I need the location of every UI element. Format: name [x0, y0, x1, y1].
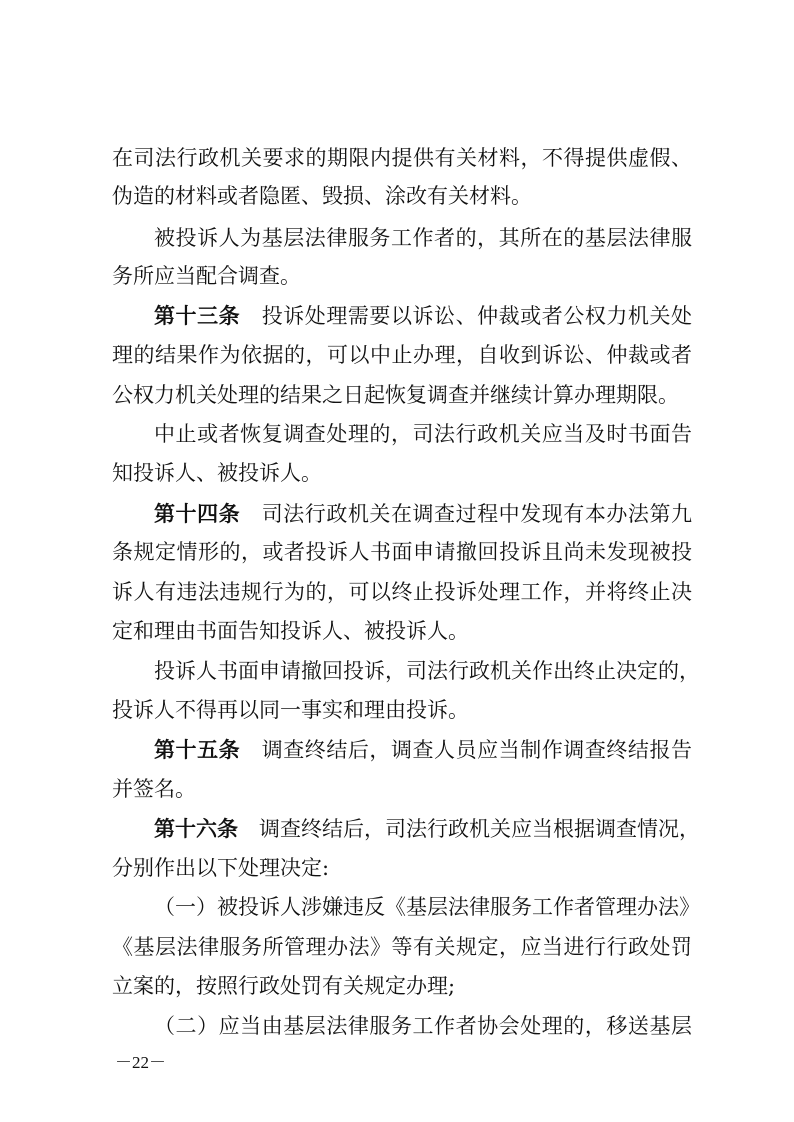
line-text: 在司法行政机关要求的期限内提供有关材料，不得提供虚假、 [112, 146, 692, 170]
line-text: 司法行政机关在调查过程中发现有本办法第九 [261, 502, 693, 526]
paragraph-first-line [154, 657, 700, 685]
paragraph-first-line [154, 420, 692, 448]
body-line-9 [112, 459, 692, 487]
article-number: 第十五条 [154, 737, 241, 762]
body-line-22 [112, 972, 692, 1000]
line-text: 投诉人不得再以同一事实和理由投诉。 [112, 698, 469, 722]
body-line-2 [112, 182, 692, 210]
paragraph-first-line [154, 224, 692, 252]
body-line-4 [112, 262, 692, 290]
article-number: 第十四条 [154, 501, 241, 526]
list-item-1-line [154, 893, 700, 921]
line-text: 务所应当配合调查。 [112, 264, 301, 288]
line-text: 分别作出以下处理决定: [112, 856, 330, 880]
line-text: 伪造的材料或者隐匿、毁损、涂改有关材料。 [112, 184, 532, 208]
line-text: 中止或者恢复调查处理的，司法行政机关应当及时书面告 [154, 422, 692, 446]
body-line-7 [112, 381, 692, 409]
line-text: （一）被投诉人涉嫌违反《基层法律服务工作者管理办法》 [154, 895, 700, 919]
line-text: 被投诉人为基层法律服务工作者的，其所在的基层法律服 [154, 226, 692, 250]
body-line-13 [112, 617, 692, 645]
body-line-1 [112, 144, 692, 172]
body-line-21 [112, 933, 692, 961]
line-text: 投诉处理需要以诉讼、仲裁或者公权力机关处 [261, 304, 693, 328]
line-text: 条规定情形的，或者投诉人书面申请撤回投诉且尚未发现被投 [112, 540, 692, 564]
body-line-6 [112, 341, 692, 369]
article-13-heading-line [154, 302, 692, 330]
line-text: 理的结果作为依据的，可以中止办理，自收到诉讼、仲裁或者 [112, 343, 692, 367]
line-text: 投诉人书面申请撤回投诉，司法行政机关作出终止决定的， [154, 659, 700, 683]
line-text: 诉人有违法违规行为的，可以终止投诉处理工作，并将终止决 [112, 580, 692, 604]
line-text: 《基层法律服务所管理办法》等有关规定，应当进行行政处罚 [112, 935, 692, 959]
body-line-19 [112, 854, 692, 882]
body-line-17 [112, 775, 692, 803]
body-line-15 [112, 696, 692, 724]
article-number: 第十六条 [154, 816, 238, 841]
page-number: －22－ [115, 1053, 166, 1072]
article-16-heading-line [154, 815, 700, 843]
line-text: 知投诉人、被投诉人。 [112, 461, 322, 485]
line-text: 立案的，按照行政处罚有关规定办理; [112, 974, 456, 998]
line-text: 调查终结后，调查人员应当制作调查终结报告 [261, 738, 693, 762]
body-line-12 [112, 578, 692, 606]
list-item-2-line [154, 1012, 692, 1040]
line-text: 调查终结后，司法行政机关应当根据调查情况， [259, 817, 700, 841]
article-15-heading-line [154, 736, 692, 764]
line-text: （二）应当由基层法律服务工作者协会处理的，移送基层 [154, 1014, 692, 1038]
body-line-11 [112, 538, 692, 566]
line-text: 并签名。 [112, 777, 196, 801]
article-number: 第十三条 [154, 303, 241, 328]
article-14-heading-line [154, 500, 692, 528]
line-text: 公权力机关处理的结果之日起恢复调查并继续计算办理期限。 [112, 383, 679, 407]
line-text: 定和理由书面告知投诉人、被投诉人。 [112, 619, 469, 643]
